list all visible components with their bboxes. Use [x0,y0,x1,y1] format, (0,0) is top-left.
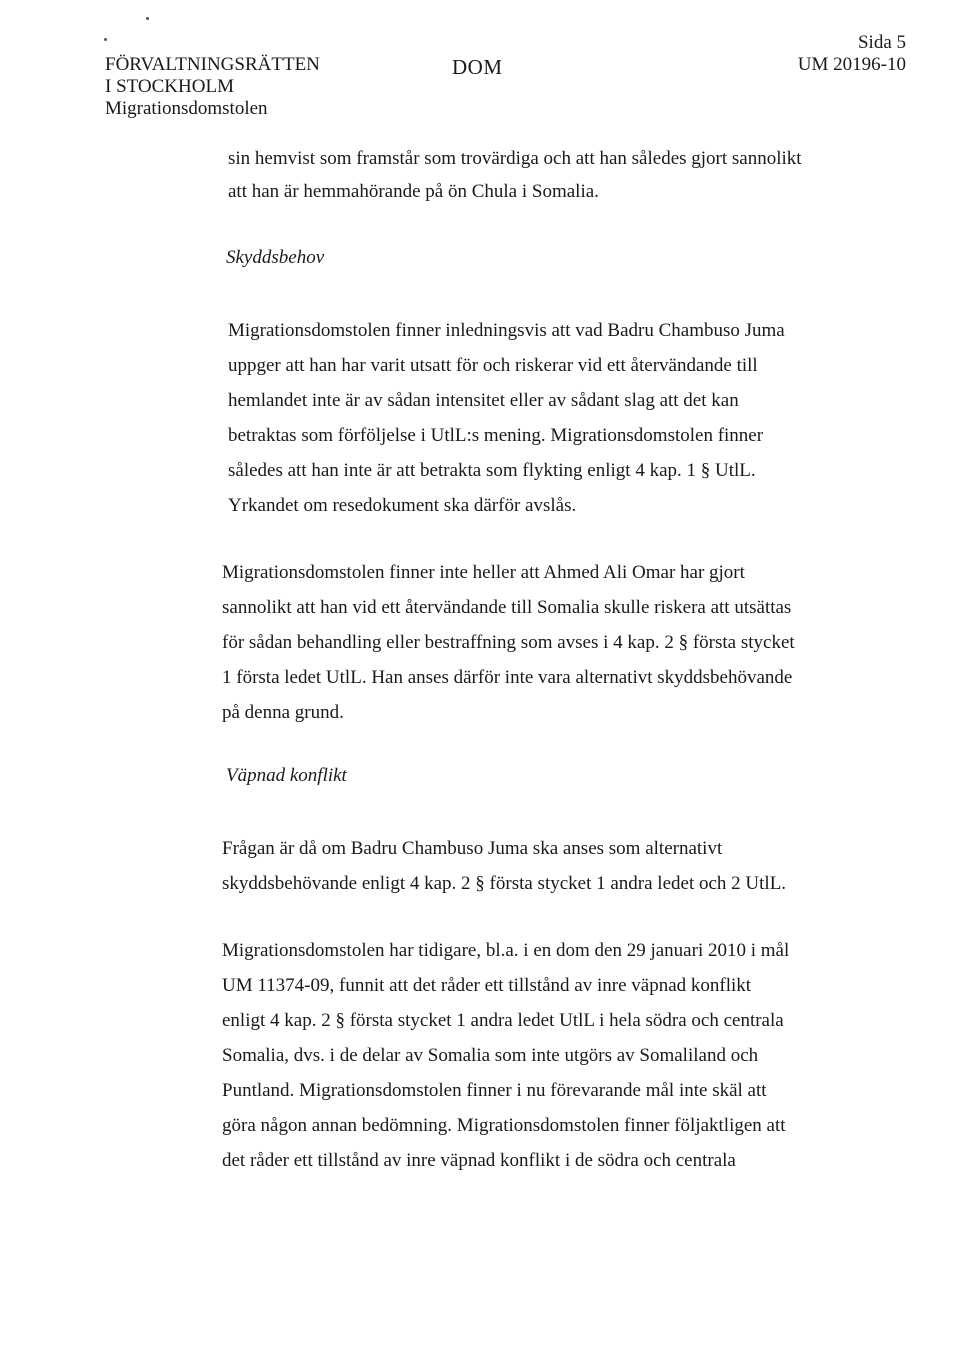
case-number: UM 20196-10 [797,54,906,75]
court-name-line-1: FÖRVALTNINGSRÄTTEN [105,54,320,75]
paragraph-line: det råder ett tillstånd av inre väpnad konflikt i de södra och centrala [222,1150,736,1171]
page-info-block [798,32,906,76]
paragraph-line: enligt 4 kap. 2 § första stycket 1 andra ledet UtlL i hela södra och centrala [222,1010,784,1031]
court-name-line-2: I STOCKHOLM [105,76,234,97]
section-heading-protection: Skyddsbehov [226,247,325,268]
scan-speck [146,17,149,20]
paragraph-line: Migrationsdomstolen har tidigare, bl.a. i en dom den 29 januari 2010 i mål [222,940,790,961]
court-name-block [105,54,320,120]
paragraph-line: skyddsbehövande enligt 4 kap. 2 § första stycket 1 andra ledet och 2 UtlL. [222,873,787,894]
document-type: DOM [452,55,503,79]
section-heading-armed-conflict: Väpnad konflikt [226,765,347,786]
page-number: Sida 5 [857,32,906,53]
paragraph-line: göra någon annan bedömning. Migrationsdomstolen finner följaktligen att [222,1115,786,1136]
paragraph-line: uppger att han har varit utsatt för och riskerar vid ett återvändande till [228,355,758,376]
paragraph-subsidiary-protection [222,555,795,730]
paragraph-line: Migrationsdomstolen finner inte heller att Ahmed Ali Omar har gjort [222,562,745,583]
scan-speck [104,38,107,41]
paragraph-line: således att han inte är att betrakta som flykting enligt 4 kap. 1 § UtlL. [228,460,756,481]
paragraph-line: att han är hemmahörande på ön Chula i Somalia. [228,181,599,202]
paragraph-line: Somalia, dvs. i de delar av Somalia som inte utgörs av Somaliland och [222,1045,759,1066]
paragraph-question [222,831,786,901]
paragraph-line: Puntland. Migrationsdomstolen finner i nu förevarande mål inte skäl att [222,1080,767,1101]
paragraph-line: Migrationsdomstolen finner inledningsvis att vad Badru Chambuso Juma [228,320,785,341]
paragraph-line: för sådan behandling eller bestraffning som avses i 4 kap. 2 § första stycket [222,632,795,653]
paragraph-line: på denna grund. [222,702,344,723]
paragraph-line: sannolikt att han vid ett återvändande till Somalia skulle riskera att utsättas [222,597,792,618]
paragraph-line: betraktas som förföljelse i UtlL:s mening. Migrationsdomstolen finner [228,425,764,446]
paragraph-refugee-assessment [228,313,785,523]
court-division: Migrationsdomstolen [105,98,268,119]
paragraph-line: UM 11374-09, funnit att det råder ett tillstånd av inre väpnad konflikt [222,975,752,996]
paragraph-line: Frågan är då om Badru Chambuso Juma ska anses som alternativt [222,838,723,859]
paragraph-line: 1 första ledet UtlL. Han anses därför inte vara alternativt skyddsbehövande [222,667,793,688]
intro-paragraph [228,142,802,208]
paragraph-line: Yrkandet om resedokument ska därför avslås. [228,495,577,516]
paragraph-line: hemlandet inte är av sådan intensitet eller av sådant slag att det kan [228,390,739,411]
paragraph-prior-ruling [222,933,789,1178]
paragraph-line: sin hemvist som framstår som trovärdiga och att han således gjort sannolikt [228,148,802,169]
